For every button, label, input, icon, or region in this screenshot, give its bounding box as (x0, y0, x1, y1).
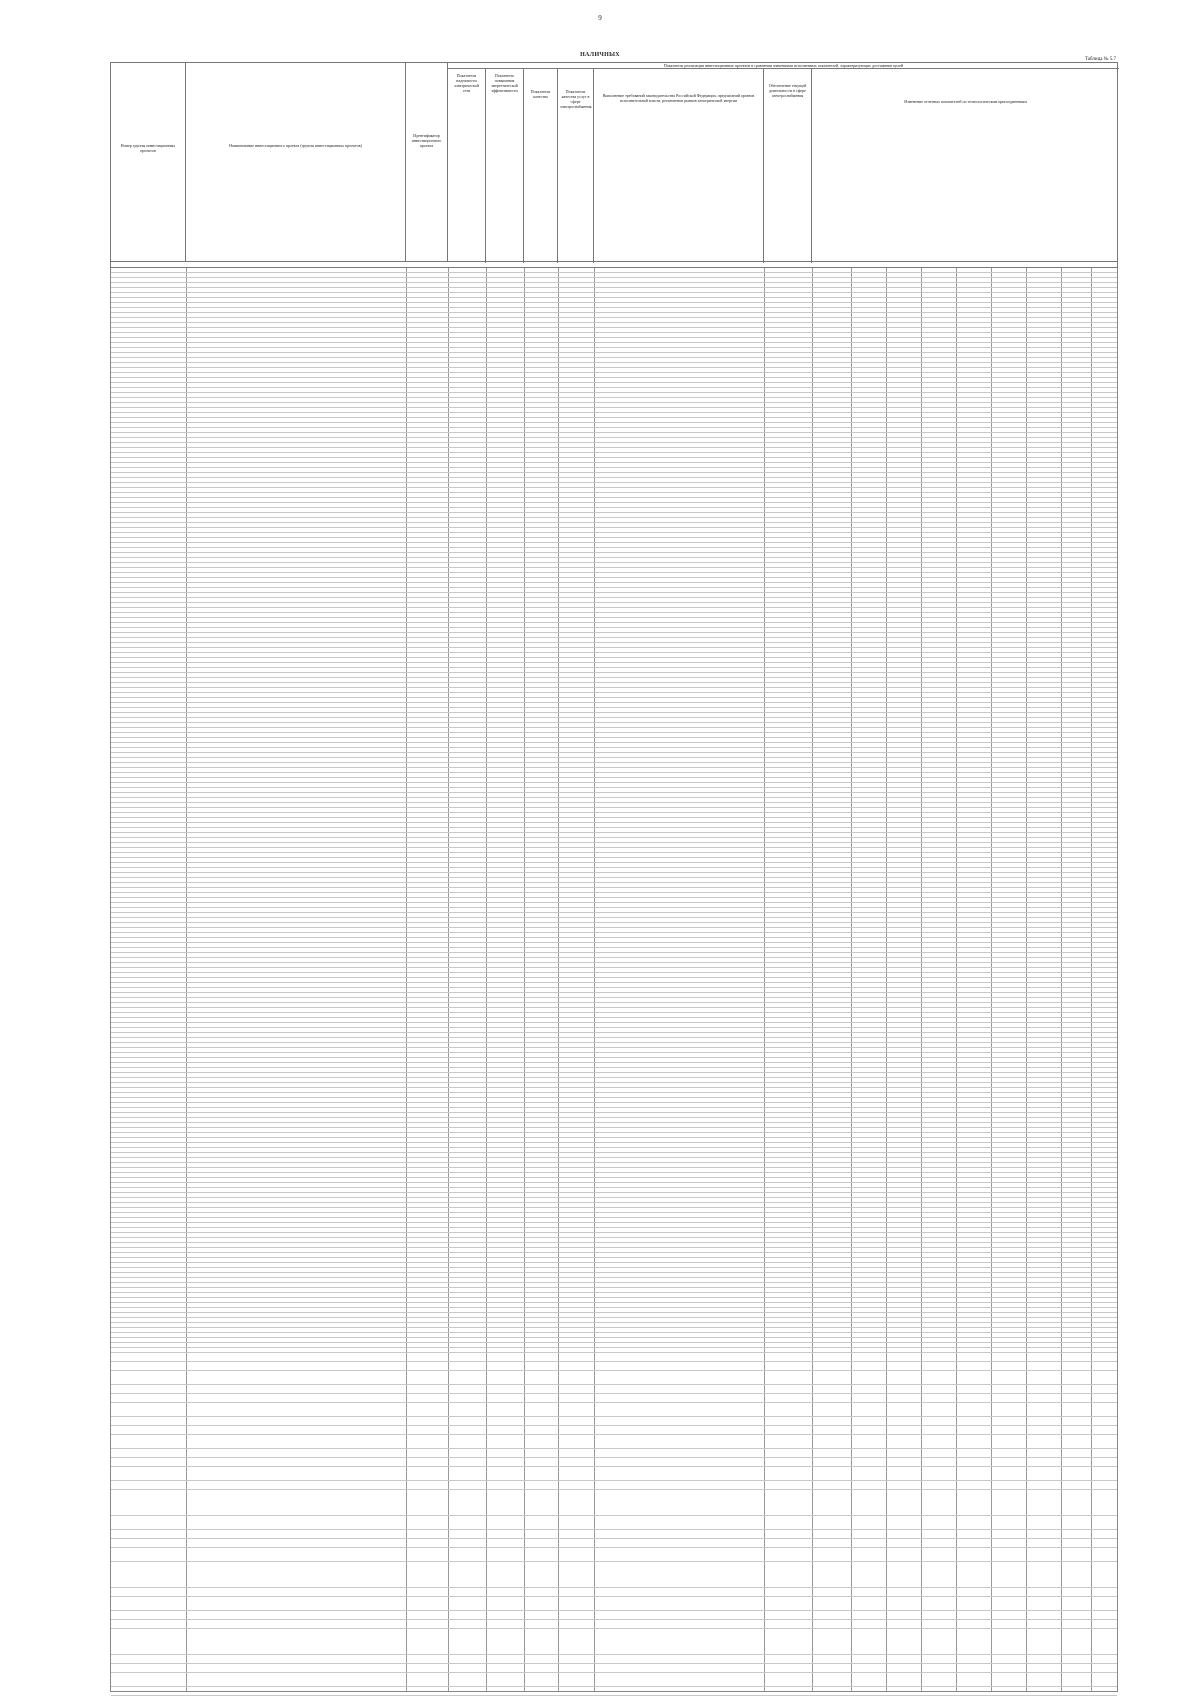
table-row (111, 1490, 1117, 1516)
table-row (111, 1467, 1117, 1481)
header-group-reliability: Показатели надежности электрической сети (448, 69, 486, 263)
header-group-quality: Показатели качества (524, 69, 558, 263)
table-row (111, 1687, 1117, 1696)
table-row (111, 1385, 1117, 1394)
table-row (111, 1371, 1117, 1385)
table-number: Таблица № 5.7 (1084, 57, 1116, 62)
header-group-requirements: Выполнение требований законодательства Российской Федерации, предписаний органов исполнительной власти, регламентов рынков электрической энергии (594, 69, 764, 263)
table-row (111, 1435, 1117, 1449)
header-group-efficiency: Показатель повышения энергетической эффективности (486, 69, 524, 263)
table-row (111, 1426, 1117, 1435)
table-row (111, 1516, 1117, 1530)
table-header (110, 62, 1118, 262)
page-number: 9 (598, 14, 602, 22)
table-row (111, 1655, 1117, 1664)
document-title: НАЛИЧНЫХ (580, 52, 620, 58)
table-row (111, 1664, 1117, 1673)
table-row (111, 1620, 1117, 1629)
table-row (111, 1417, 1117, 1426)
header-group-quality-service: Показатели качества услуг в сфере электроснабжения (558, 69, 594, 263)
table-row (111, 1673, 1117, 1687)
table-row (111, 1539, 1117, 1548)
table-row (111, 1588, 1117, 1597)
header-col-project-name: Наименование инвестиционного проекта (группы инвестиционных проектов) (186, 63, 406, 261)
header-col-project-number: Номер группы инвестиционных проектов (111, 63, 186, 261)
table-row (111, 1403, 1117, 1417)
table-row (111, 1458, 1117, 1467)
table-row (111, 1353, 1117, 1362)
table-row (111, 1611, 1117, 1620)
header-group-change: Изменение отчетных показателей по технологическим присоединениям (904, 99, 1027, 104)
header-col-project-id: Идентификатор инвестиционного проекта (406, 63, 448, 261)
header-band-top: Показатели реализации инвестиционных проектов в сравнении значениями исполненных показателей, характеризующих достижение целей (448, 63, 1119, 69)
table-row (111, 1481, 1117, 1490)
table-row (111, 1562, 1117, 1588)
table-row (111, 1449, 1117, 1458)
table-row (111, 1597, 1117, 1611)
table-body (110, 268, 1118, 1692)
table-row (111, 1629, 1117, 1655)
table-row (111, 1362, 1117, 1371)
table-row (111, 1394, 1117, 1403)
header-group-info: Обеспечение текущей деятельности в сфере электроснабжения (764, 69, 812, 263)
table-row (111, 1530, 1117, 1539)
table-row (111, 1548, 1117, 1562)
